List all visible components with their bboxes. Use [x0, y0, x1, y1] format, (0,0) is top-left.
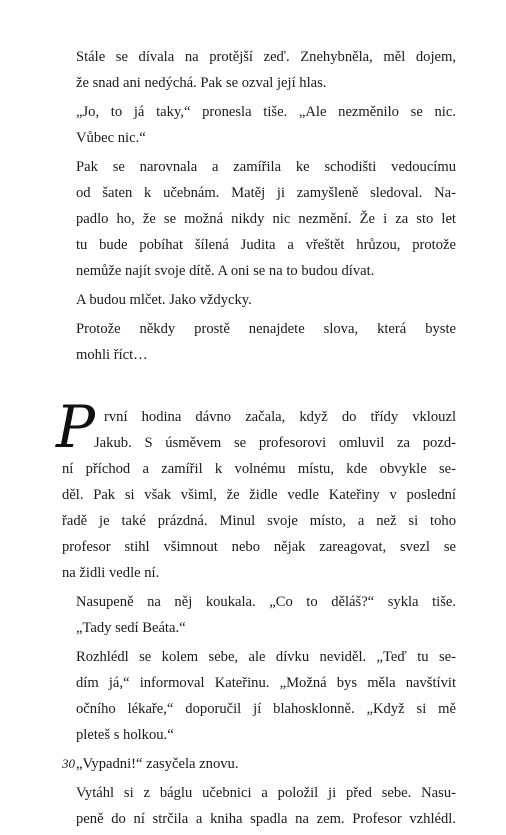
- text-line: na židli vedle ní.: [62, 565, 160, 581]
- paragraph: [62, 644, 456, 748]
- paragraph: [62, 589, 456, 641]
- text-line: nemůže najít svoje dítě. A oni se na to budou dívat.: [76, 263, 375, 279]
- text-line: Jakub. S úsměvem se profesorovi omluvil za pozd-: [94, 435, 456, 451]
- text-line: Pak se narovnala a zamířila ke schodišti vedoucímu: [76, 159, 456, 175]
- text-line: profesor stihl všimnout nebo nějak zareagovat, svezl se: [62, 539, 456, 555]
- paragraph: [62, 316, 456, 368]
- text-line: dím já,“ informoval Kateřinu. „Možná bys měla navštívit: [76, 675, 456, 691]
- text-line: Stále se dívala na protější zeď. Znehybněla, měl dojem,: [76, 49, 456, 65]
- paragraph: [62, 751, 456, 777]
- text-line: mohli říct…: [76, 347, 148, 363]
- text-line: Vůbec nic.“: [76, 130, 146, 146]
- text-line: od šaten k učebnám. Matěj ji zamyšleně sledoval. Na-: [76, 185, 456, 201]
- chapter-opening-paragraph: [56, 393, 456, 586]
- text-line: ní příchod a zamířil k volnému místu, kde obvykle se-: [62, 461, 456, 477]
- text-line: řadě je také prázdná. Minul svoje místo, a než si toho: [62, 513, 456, 529]
- text-line: „Tady sedí Beáta.“: [76, 620, 186, 636]
- paragraph: [62, 154, 456, 284]
- text-line: že snad ani nedýchá. Pak se ozval její hlas.: [76, 75, 327, 91]
- page-number: 30: [62, 756, 75, 771]
- text-line: „Vypadni!“ zasyčela znovu.: [76, 756, 239, 772]
- page-text: [56, 44, 456, 835]
- text-line: Rozhlédl se kolem sebe, ale dívku neviděl. „Teď tu se-: [76, 649, 456, 665]
- text-line: děl. Pak si však všiml, že židle vedle Kateřiny v poslední: [62, 487, 456, 503]
- text-line: peně do ní strčila a kniha spadla na zem. Profesor vzhlédl.: [76, 811, 456, 827]
- text-line: pleteš s holkou.“: [76, 727, 174, 743]
- drop-cap: P: [56, 393, 96, 461]
- text-line: Vytáhl si z báglu učebnici a položil ji před sebe. Nasu-: [76, 785, 456, 801]
- text-line: rvní hodina dávno začala, když do třídy vklouzl: [104, 409, 456, 425]
- text-line: padlo ho, že se možná nikdy nic nezmění. Že i za sto let: [76, 211, 456, 227]
- paragraph: [62, 287, 456, 313]
- paragraph: [62, 780, 456, 832]
- text-line: A budou mlčet. Jako vždycky.: [76, 292, 252, 308]
- text-line: Nasupeně na něj koukala. „Co to děláš?“ sykla tiše.: [76, 594, 456, 610]
- text-line: „Jo, to já taky,“ pronesla tiše. „Ale nezměnilo se nic.: [76, 104, 456, 120]
- text-line: tu bude pobíhat šílená Judita a vřeštět hrůzou, protože: [76, 237, 456, 253]
- text-line: očního lékaře,“ doporučil jí blahosklonně. „Když si mě: [76, 701, 456, 717]
- paragraph: [62, 44, 456, 96]
- text-line: Protože někdy prostě nenajdete slova, která byste: [76, 321, 456, 337]
- section-break: [62, 371, 456, 404]
- paragraph: [62, 99, 456, 151]
